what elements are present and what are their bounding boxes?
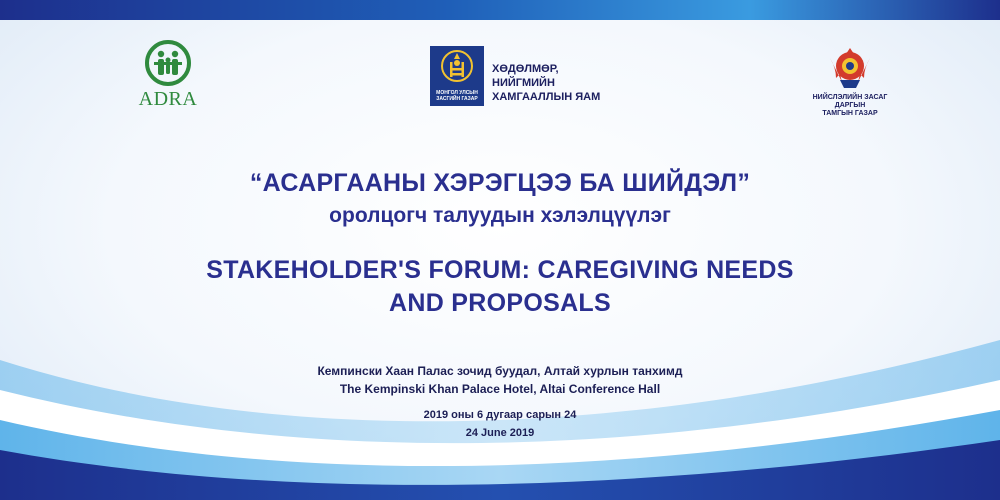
top-gradient-bar: [0, 0, 1000, 20]
title-english-line-1: STAKEHOLDER'S FORUM: CAREGIVING NEEDS: [206, 256, 794, 284]
ministry-name: [492, 62, 632, 104]
title-block: [0, 168, 1000, 320]
capital-governor-text: [800, 94, 900, 118]
adra-logo: [128, 40, 208, 110]
date-mongolian: 2019 оны 6 дугаар сарын 24: [423, 409, 577, 421]
venue-date-block: [0, 362, 1000, 442]
date-english: 24 June 2019: [465, 427, 535, 439]
soyombo-icon: [430, 46, 484, 90]
garuda-emblem-icon: [800, 44, 900, 92]
venue-english: The Kempinski Khan Palace Hotel, Altai Conference Hall: [339, 382, 661, 396]
capital-text-line-2: ТАМГЫН ГАЗАР: [822, 110, 878, 117]
title-mongolian: “АСАРГААНЫ ХЭРЭГЦЭЭ БА ШИЙДЭЛ”: [249, 169, 751, 197]
title-english-line-2: AND PROPOSALS: [389, 289, 611, 317]
capital-governor-logo: [800, 44, 900, 117]
adra-wordmark: ADRA: [138, 88, 198, 110]
ministry-name-line-1: ХӨДӨЛМӨР,: [492, 63, 559, 75]
subtitle-mongolian: оролцогч талуудын хэлэлцүүлэг: [329, 204, 671, 227]
ministry-seal: [430, 46, 484, 106]
capital-text-line-1: НИЙСЛЭЛИЙН ЗАСАГ ДАРГЫН: [812, 94, 888, 109]
adra-figures-icon: [128, 40, 208, 86]
ministry-name-line-2: НИЙГМИЙН: [492, 77, 555, 89]
ministry-name-line-3: ХАМГААЛЛЫН ЯАМ: [492, 91, 601, 103]
venue-mongolian: Кемпински Хаан Палас зочид буудал, Алтай хурлын танхимд: [317, 364, 683, 378]
ministry-logo: [430, 46, 630, 108]
ministry-seal-text: МОНГОЛ УЛСЫН ЗАСГИЙН ГАЗАР: [436, 90, 478, 102]
